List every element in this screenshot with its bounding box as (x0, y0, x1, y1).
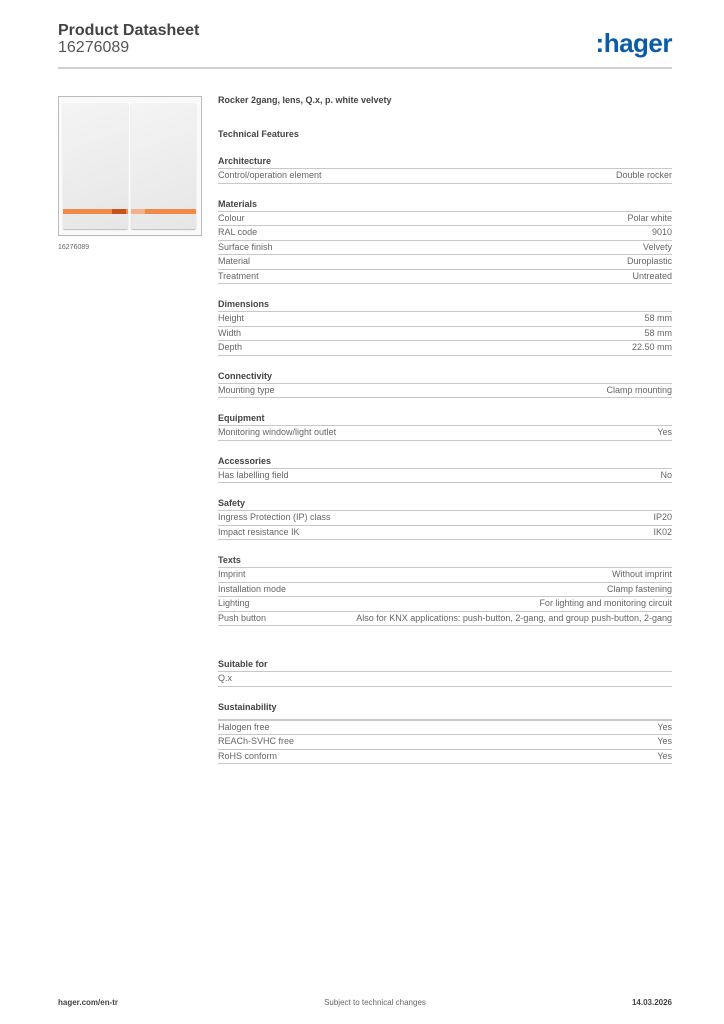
spec-value: Also for KNX applications: push-button, 2-gang, and group push-button, 2-gang (356, 612, 672, 623)
section-heading: Accessories (218, 455, 672, 469)
spec-value: For lighting and monitoring circuit (539, 598, 672, 608)
spec-row (218, 721, 672, 736)
spec-label: Material (218, 256, 251, 266)
spec-row (218, 270, 672, 285)
spec-value: Double rocker (615, 170, 672, 180)
section-heading: Equipment (218, 412, 672, 426)
product-number: 16276089 (58, 39, 130, 56)
spec-row (218, 312, 672, 327)
spec-label: Height (218, 313, 245, 323)
spec-row (218, 241, 672, 256)
spec-row (218, 583, 672, 598)
spec-value: 58 mm (644, 313, 672, 323)
spec-label: RAL code (218, 227, 258, 237)
spec-row (218, 169, 672, 184)
spec-row (218, 255, 672, 270)
spec-label: REACh-SVHC free (218, 736, 295, 746)
section-materials (218, 198, 672, 285)
spec-row (218, 597, 672, 612)
section-heading: Materials (218, 198, 672, 212)
spec-label: Mounting type (218, 384, 275, 395)
spec-row (218, 327, 672, 342)
spec-label: Halogen free (218, 721, 270, 732)
spec-label: Lighting (218, 598, 250, 608)
spec-row (218, 612, 672, 627)
spec-row (218, 212, 672, 227)
hager-logo: :hager (595, 28, 672, 58)
image-caption: 16276089 (58, 244, 90, 251)
spec-row (218, 384, 672, 399)
spec-row (218, 526, 672, 541)
section-sustainability (218, 701, 672, 765)
section-architecture (218, 155, 672, 184)
section-texts (218, 554, 672, 626)
spec-label: Depth (218, 342, 243, 352)
spec-label: Push button (218, 612, 267, 623)
spec-label: Control/operation element (218, 170, 322, 180)
spec-value: Without imprint (611, 569, 672, 579)
spec-label: Imprint (218, 569, 246, 579)
footer-url[interactable]: hager.com/en-tr (58, 998, 119, 1007)
technical-features-heading: Technical Features (218, 129, 299, 139)
product-name: Rocker 2gang, lens, Q.x, p. white velvety (218, 95, 392, 105)
spec-row (218, 341, 672, 356)
page-title: Product Datasheet (58, 22, 200, 39)
spec-value: Yes (657, 427, 672, 437)
spec-value: Clamp mounting (606, 384, 672, 395)
section-heading: Connectivity (218, 370, 672, 384)
features-column (218, 95, 672, 764)
section-heading: Sustainability (218, 701, 672, 721)
spec-value: Velvety (642, 241, 672, 252)
spec-row (218, 469, 672, 484)
section-accessories (218, 455, 672, 484)
spec-label: Installation mode (218, 583, 287, 594)
spec-label: RoHS conform (218, 750, 278, 761)
section-dimensions (218, 298, 672, 356)
spec-value: IP20 (653, 512, 672, 522)
rocker-right (131, 103, 196, 229)
section-connectivity (218, 370, 672, 399)
spec-label: Colour (218, 212, 245, 223)
spec-label: Has labelling field (218, 469, 289, 480)
section-equipment (218, 412, 672, 441)
spec-value: 9010 (651, 227, 672, 237)
spec-label: Impact resistance IK (218, 526, 300, 537)
spec-row (218, 750, 672, 765)
footer-date: 14.03.2026 (631, 998, 672, 1007)
spec-value: 58 mm (644, 327, 672, 338)
spec-row (218, 511, 672, 526)
spec-label: Q.x (218, 673, 233, 683)
spec-value: Yes (657, 736, 672, 746)
spec-value: No (660, 469, 672, 480)
section-heading: Suitable for (218, 658, 672, 672)
section-suitable-for (218, 658, 672, 687)
spec-label: Surface finish (218, 241, 273, 252)
rocker-left (63, 103, 128, 229)
spec-value: IK02 (653, 526, 672, 537)
section-heading: Dimensions (218, 298, 672, 312)
section-heading: Texts (218, 554, 672, 568)
spec-value: Polar white (627, 212, 672, 223)
footer-note: Subject to technical changes (324, 998, 426, 1007)
spec-label: Width (218, 327, 242, 338)
spec-label: Treatment (218, 270, 259, 281)
section-heading: Safety (218, 497, 672, 511)
spec-row (218, 568, 672, 583)
spec-value: 22.50 mm (631, 342, 672, 352)
spec-label: Monitoring window/light outlet (218, 427, 337, 437)
spec-row (218, 672, 672, 687)
spec-row (218, 735, 672, 750)
spec-label: Ingress Protection (IP) class (218, 512, 331, 522)
spec-value: Untreated (632, 270, 672, 281)
product-image (58, 96, 202, 236)
spec-value: Yes (657, 721, 672, 732)
footer (58, 998, 672, 1007)
section-safety (218, 497, 672, 540)
section-heading: Architecture (218, 155, 672, 169)
spec-row (218, 426, 672, 441)
spec-row (218, 226, 672, 241)
spec-value: Clamp fastening (606, 583, 672, 594)
header-divider (58, 67, 672, 69)
spec-value: Yes (657, 750, 672, 761)
spec-value: Duroplastic (626, 256, 672, 266)
